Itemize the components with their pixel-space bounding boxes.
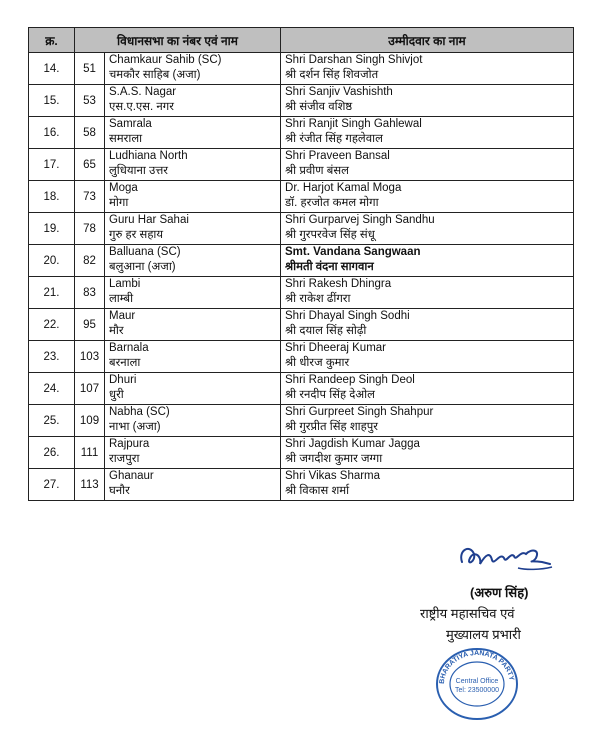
serial-cell: 19.	[29, 213, 75, 245]
candidate-name-hi: श्री दर्शन सिंह शिवजोत	[285, 69, 379, 81]
constituency-number: 58	[75, 117, 105, 149]
table-header-row	[29, 28, 574, 53]
table-row	[29, 181, 574, 213]
candidate-name-en: Shri Randeep Singh Deol	[285, 374, 415, 386]
candidate-name-en: Shri Ranjit Singh Gahlewal	[285, 118, 422, 130]
constituency-name-hi: बरनाला	[109, 357, 141, 369]
candidate-name-hi: श्री रनदीप सिंह देओल	[285, 389, 375, 401]
constituency-cell	[105, 469, 281, 501]
constituency-name-hi: गुरु हर सहाय	[109, 229, 164, 241]
serial-cell: 21.	[29, 277, 75, 309]
constituency-cell	[105, 437, 281, 469]
constituency-number: 83	[75, 277, 105, 309]
constituency-cell	[105, 341, 281, 373]
candidate-name-hi: श्री रंजीत सिंह गहलेवाल	[285, 133, 383, 145]
constituency-cell	[105, 373, 281, 405]
candidate-cell	[281, 149, 574, 181]
candidate-name-en: Shri Praveen Bansal	[285, 150, 390, 162]
candidate-name-hi: श्री गुरप्रीत सिंह शाहपुर	[285, 421, 378, 433]
candidate-name-en: Dr. Harjot Kamal Moga	[285, 182, 402, 194]
candidate-cell	[281, 181, 574, 213]
candidate-name-hi: श्री संजीव वशिष्ठ	[285, 101, 353, 113]
table-row	[29, 85, 574, 117]
serial-cell: 22.	[29, 309, 75, 341]
serial-cell: 24.	[29, 373, 75, 405]
constituency-number: 65	[75, 149, 105, 181]
constituency-cell	[105, 405, 281, 437]
constituency-number: 111	[75, 437, 105, 469]
constituency-name-hi: राजपुरा	[109, 453, 140, 465]
candidate-name-en: Shri Dhayal Singh Sodhi	[285, 310, 410, 322]
constituency-cell	[105, 309, 281, 341]
constituency-name-en: Barnala	[109, 342, 149, 354]
table-row	[29, 277, 574, 309]
candidate-name-hi: डॉ. हरजोत कमल मोगा	[285, 197, 379, 209]
table-row	[29, 309, 574, 341]
table-row	[29, 405, 574, 437]
constituency-name-hi: लाम्बी	[109, 293, 134, 305]
table-row	[29, 469, 574, 501]
constituency-name-hi: मौर	[109, 325, 124, 337]
header-candidate: उम्मीदवार का नाम	[281, 28, 574, 53]
candidate-table	[28, 27, 574, 501]
constituency-number: 107	[75, 373, 105, 405]
candidate-name-hi: श्री जगदीश कुमार जग्गा	[285, 453, 383, 465]
constituency-name-en: S.A.S. Nagar	[109, 86, 177, 98]
candidate-name-en: Shri Dheeraj Kumar	[285, 342, 386, 354]
constituency-number: 73	[75, 181, 105, 213]
candidate-name-hi: श्री गुरपरवेज सिंह संधू	[285, 229, 375, 241]
constituency-name-hi: धुरी	[109, 389, 124, 401]
candidate-name-hi: श्री विकास शर्मा	[285, 485, 350, 497]
constituency-cell	[105, 53, 281, 85]
candidate-name-hi: श्री प्रवीण बंसल	[285, 165, 349, 177]
candidate-cell	[281, 85, 574, 117]
candidate-name-en: Shri Jagdish Kumar Jagga	[285, 438, 420, 450]
constituency-name-en: Ludhiana North	[109, 150, 188, 162]
constituency-number: 109	[75, 405, 105, 437]
serial-cell: 16.	[29, 117, 75, 149]
serial-cell: 27.	[29, 469, 75, 501]
constituency-name-hi: मोगा	[109, 197, 129, 209]
serial-cell: 17.	[29, 149, 75, 181]
serial-cell: 15.	[29, 85, 75, 117]
candidate-cell	[281, 469, 574, 501]
candidate-name-en: Shri Gurpreet Singh Shahpur	[285, 406, 434, 418]
candidate-name-en: Shri Vikas Sharma	[285, 470, 381, 482]
candidate-name-en: Shri Sanjiv Vashishth	[285, 86, 393, 98]
table-row	[29, 437, 574, 469]
candidate-name-hi: श्री धीरज कुमार	[285, 357, 350, 369]
table-row	[29, 149, 574, 181]
stamp-ring-text: BHARATIYA JANATA PARTY	[438, 649, 515, 685]
constituency-number: 51	[75, 53, 105, 85]
candidate-cell	[281, 373, 574, 405]
candidate-cell	[281, 341, 574, 373]
constituency-cell	[105, 181, 281, 213]
constituency-cell	[105, 213, 281, 245]
candidate-cell	[281, 405, 574, 437]
constituency-number: 53	[75, 85, 105, 117]
office-stamp	[432, 645, 522, 723]
table-body	[29, 53, 574, 501]
candidate-name-en: Smt. Vandana Sangwaan	[285, 246, 421, 258]
constituency-name-hi: घनौर	[109, 485, 130, 497]
constituency-name-en: Ghanaur	[109, 470, 154, 482]
constituency-number: 103	[75, 341, 105, 373]
constituency-cell	[105, 149, 281, 181]
constituency-name-en: Nabha (SC)	[109, 406, 170, 418]
signature	[456, 540, 556, 580]
candidate-name-hi: श्रीमती वंदना सागवान	[285, 261, 374, 273]
candidate-name-en: Shri Gurparvej Singh Sandhu	[285, 214, 435, 226]
constituency-name-en: Dhuri	[109, 374, 137, 386]
signatory-name: (अरुण सिंह)	[470, 585, 529, 600]
serial-cell: 23.	[29, 341, 75, 373]
candidate-cell	[281, 245, 574, 277]
serial-cell: 20.	[29, 245, 75, 277]
constituency-name-en: Maur	[109, 310, 136, 322]
signatory-designation-2: मुख्यालय प्रभारी	[446, 627, 521, 642]
serial-cell: 26.	[29, 437, 75, 469]
constituency-number: 78	[75, 213, 105, 245]
candidate-name-hi: श्री राकेश ढींगरा	[285, 293, 351, 305]
header-constituency: विधानसभा का नंबर एवं नाम	[75, 28, 281, 53]
constituency-cell	[105, 117, 281, 149]
constituency-name-en: Guru Har Sahai	[109, 214, 189, 226]
stamp-inner-2: Tel: 23500000	[455, 687, 499, 694]
constituency-number: 113	[75, 469, 105, 501]
serial-cell: 25.	[29, 405, 75, 437]
constituency-name-en: Lambi	[109, 278, 141, 290]
table-row	[29, 373, 574, 405]
constituency-cell	[105, 85, 281, 117]
constituency-name-en: Chamkaur Sahib (SC)	[109, 54, 222, 66]
constituency-name-hi: एस.ए.एस. नगर	[109, 101, 174, 113]
table-row	[29, 53, 574, 85]
candidate-name-en: Shri Darshan Singh Shivjot	[285, 54, 423, 66]
constituency-name-hi: बलुआना (अजा)	[109, 261, 176, 273]
candidate-name-hi: श्री दयाल सिंह सोढ़ी	[285, 325, 367, 337]
candidate-cell	[281, 277, 574, 309]
constituency-number: 95	[75, 309, 105, 341]
table-row	[29, 341, 574, 373]
candidate-cell	[281, 53, 574, 85]
constituency-name-hi: नाभा (अजा)	[109, 421, 161, 433]
constituency-cell	[105, 277, 281, 309]
stamp-inner-1: Central Office	[455, 678, 499, 685]
constituency-cell	[105, 245, 281, 277]
candidate-cell	[281, 213, 574, 245]
signatory-designation-1: राष्ट्रीय महासचिव एवं	[420, 606, 515, 621]
table-row	[29, 117, 574, 149]
candidate-name-en: Shri Rakesh Dhingra	[285, 278, 392, 290]
constituency-name-en: Balluana (SC)	[109, 246, 181, 258]
table-row	[29, 213, 574, 245]
candidate-cell	[281, 437, 574, 469]
constituency-name-en: Moga	[109, 182, 138, 194]
constituency-name-en: Rajpura	[109, 438, 150, 450]
constituency-name-hi: लुधियाना उत्तर	[109, 165, 169, 177]
constituency-number: 82	[75, 245, 105, 277]
header-serial: क्र.	[29, 28, 75, 53]
candidate-cell	[281, 117, 574, 149]
serial-cell: 14.	[29, 53, 75, 85]
serial-cell: 18.	[29, 181, 75, 213]
constituency-name-hi: समराला	[109, 133, 143, 145]
candidate-cell	[281, 309, 574, 341]
constituency-name-en: Samrala	[109, 118, 152, 130]
constituency-name-hi: चमकौर साहिब (अजा)	[109, 69, 201, 81]
table-row	[29, 245, 574, 277]
